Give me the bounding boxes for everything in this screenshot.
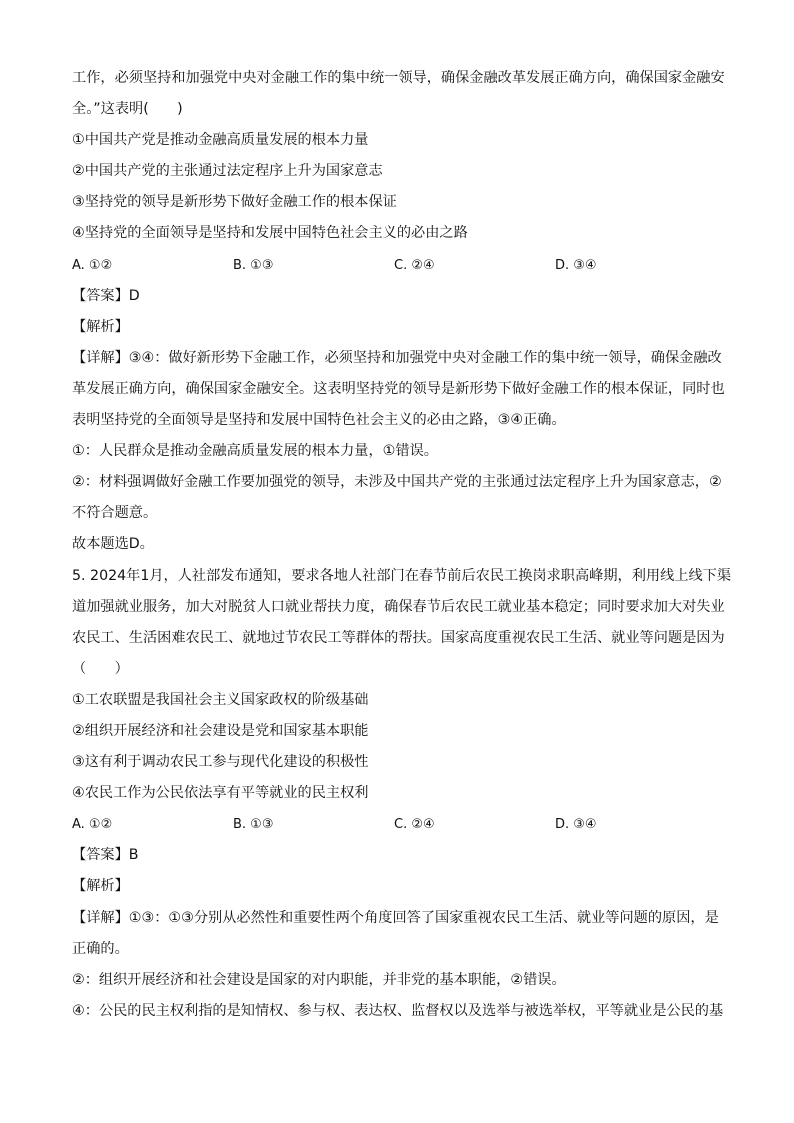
- document-page: [72, 63, 732, 1027]
- q4-choice-3: ③坚持党的领导是新形势下做好金融工作的根本保证: [72, 194, 397, 211]
- q5-option-c: C. ②④: [394, 817, 435, 833]
- q5-choice-1: ①工农联盟是我国社会主义国家政权的阶级基础: [72, 691, 369, 708]
- q5-options: [72, 809, 724, 840]
- q4-conclusion: 故本题选D。: [72, 536, 154, 553]
- q5-stem-line: 农民工、生活困难农民工、就地过节农民工等群体的帮扶。国家高度重视农民工生活、就业等问题是因为: [72, 629, 725, 646]
- q5-choice-3: ③这有利于调动农民工参与现代化建设的积极性: [72, 754, 369, 771]
- q4-analysis-label: 【解析】: [72, 318, 129, 335]
- q5-option-a: A. ①②: [72, 817, 113, 833]
- q4-option-c: C. ②④: [394, 257, 435, 273]
- q4-detail-line: ②：材料强调做好金融工作要加强党的领导，未涉及中国共产党的主张通过法定程序上升为国家意志，②: [72, 474, 722, 491]
- q5-choice-4: ④农民工作为公民依法享有平等就业的民主权利: [72, 785, 369, 802]
- q4-option-b: B. ①③: [233, 257, 274, 273]
- q5-detail-line: 正确的。: [72, 940, 129, 957]
- q4-choice-4: ④坚持党的全面领导是坚持和发展中国特色社会主义的必由之路: [72, 225, 468, 242]
- q4-detail-line: 【详解】③④：做好新形势下金融工作，必须坚持和加强党中央对金融工作的集中统一领导，确保金融改: [72, 349, 722, 366]
- q4-answer: 【答案】D: [72, 287, 140, 304]
- q4-choice-2: ②中国共产党的主张通过法定程序上升为国家意志: [72, 163, 383, 180]
- q4-options: [72, 250, 724, 281]
- q5-analysis-label: 【解析】: [72, 878, 129, 895]
- q5-answer: 【答案】B: [72, 847, 139, 864]
- q5-stem-line: 道加强就业服务，加大对脱贫人口就业帮扶力度，确保春节后农民工就业基本稳定；同时要求加大对失业: [72, 598, 725, 615]
- q5-detail-line: ④：公民的民主权利指的是知情权、参与权、表达权、监督权以及选举与被选举权，平等就业是公民的基: [72, 1002, 724, 1019]
- q5-choice-2: ②组织开展经济和社会建设是党和国家基本职能: [72, 722, 369, 739]
- q4-stem-line: 工作，必须坚持和加强党中央对金融工作的集中统一领导，确保金融改革发展正确方向，确保国家金融安: [72, 70, 725, 86]
- q5-detail-line: ②：组织开展经济和社会建设是国家的对内职能，并非党的基本职能，②错误。: [72, 971, 566, 988]
- q4-detail-line: 革发展正确方向，确保国家金融安全。这表明坚持党的领导是新形势下做好金融工作的根本保证，同时也: [72, 380, 725, 397]
- q4-detail-line: 表明坚持党的全面领导是坚持和发展中国特色社会主义的必由之路，③④正确。: [72, 412, 566, 429]
- q5-option-d: D. ③④: [555, 817, 597, 833]
- q4-choice-1: ①中国共产党是推动金融高质量发展的根本力量: [72, 132, 369, 149]
- q5-option-b: B. ①③: [233, 817, 274, 833]
- q4-option-d: D. ③④: [555, 257, 597, 273]
- q4-detail-line: ①：人民群众是推动金融高质量发展的根本力量，①错误。: [72, 443, 438, 460]
- q5-stem-line: （ ）: [72, 660, 129, 677]
- q5-detail-line: 【详解】①③：①③分别从必然性和重要性两个角度回答了国家重视农民工生活、就业等问题的原因，是: [72, 909, 719, 926]
- q4-stem-line: 全。”这表明( ): [72, 101, 183, 118]
- q5-stem-line: 5. 2024年1月，人社部发布通知，要求各地人社部门在春节前后农民工换岗求职高峰期，利用线上线下渠: [72, 567, 732, 584]
- q4-detail-line: 不符合题意。: [72, 505, 158, 522]
- q4-option-a: A. ①②: [72, 257, 113, 273]
